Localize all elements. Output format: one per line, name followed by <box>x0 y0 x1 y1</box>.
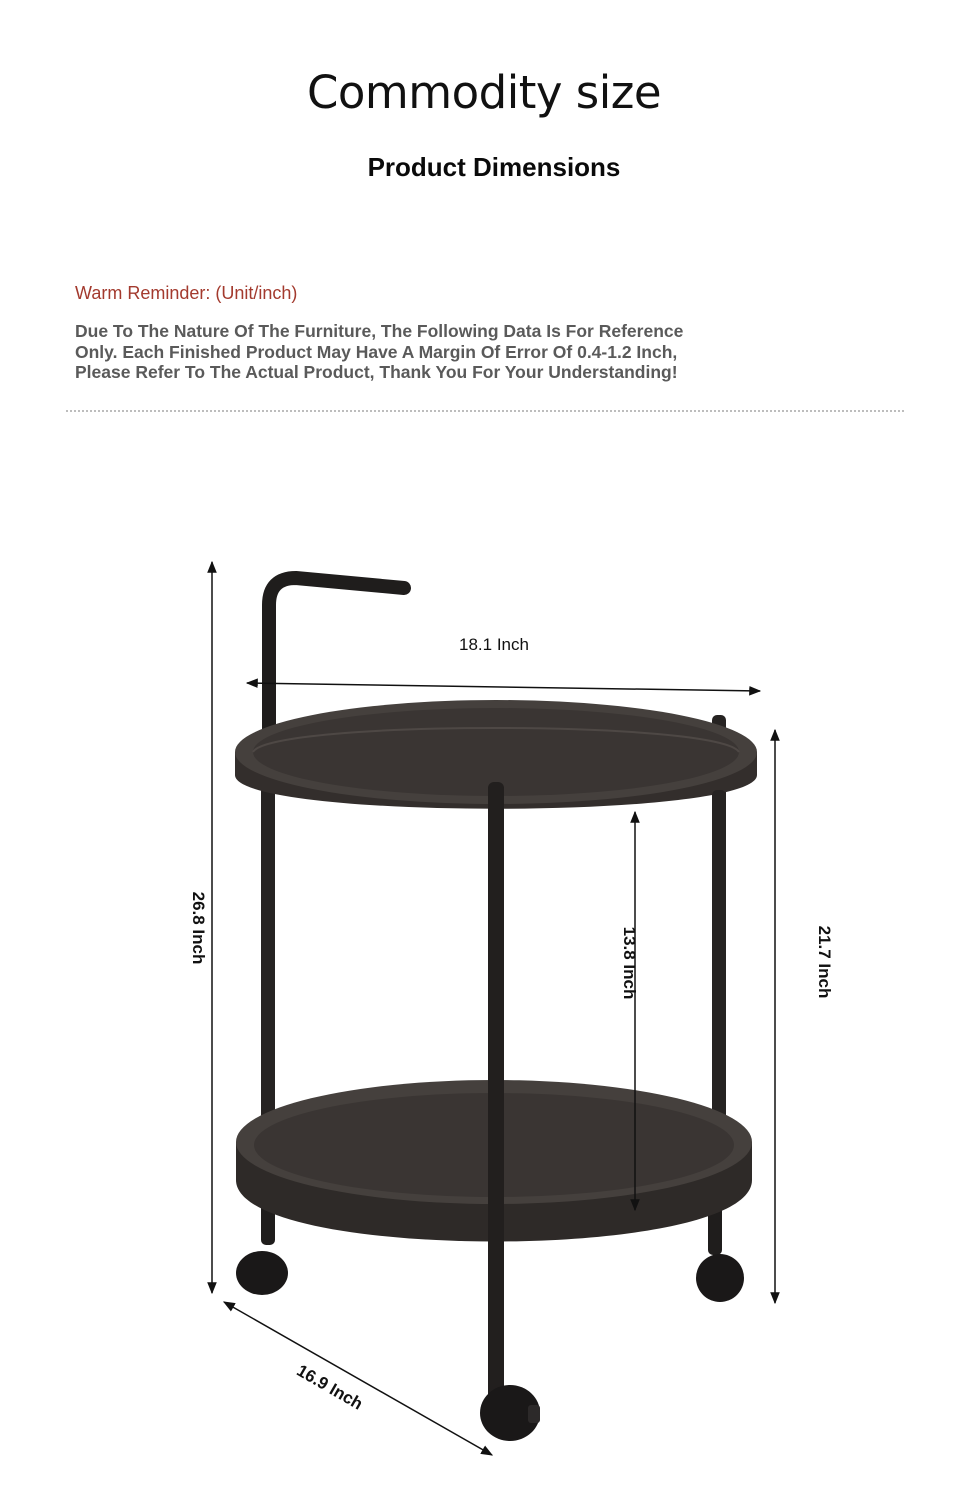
page-title: Commodity size <box>306 66 662 119</box>
top-height-label: 21.7 Inch <box>815 925 834 999</box>
page-subtitle: Product Dimensions <box>367 152 621 182</box>
reminder-body: Due To The Nature Of The Furniture, The Following Data Is For Reference Only. Each Finished Product May Have A Margin Of Error Of 0.4-1.2 Inch, Please Refer To The Actual Product, Thank You For Your Understanding! <box>75 321 684 382</box>
depth-label: 16.9 Inch <box>293 1360 367 1414</box>
total-height-label: 26.8 Inch <box>189 891 208 965</box>
cart-front-leg <box>488 782 504 1402</box>
width-label: 18.1 Inch <box>459 635 529 654</box>
tier-gap-label: 13.8 Inch <box>620 926 639 1000</box>
reminder-title: Warm Reminder: (Unit/inch) <box>75 283 298 303</box>
